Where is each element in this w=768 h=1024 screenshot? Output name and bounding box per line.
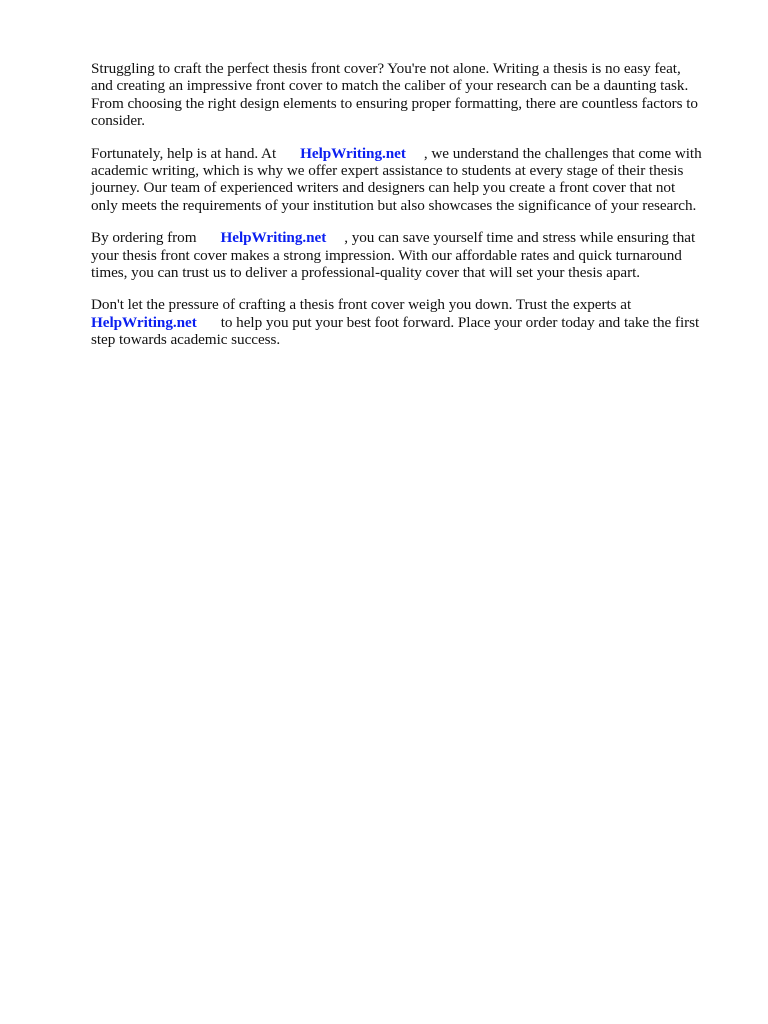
- text-segment: , we understand the challenges that come with: [423, 144, 702, 162]
- paragraph-intro: [91, 60, 731, 130]
- helpwriting-link[interactable]: HelpWriting.net: [300, 144, 406, 162]
- helpwriting-link[interactable]: HelpWriting.net: [91, 313, 197, 331]
- text-segment: By ordering from: [91, 229, 197, 247]
- text-line: Struggling to craft the perfect thesis front cover? You're not alone. Writing a thesis is no easy feat,: [91, 60, 681, 77]
- text-line: only meets the requirements of your institution but also showcases the significance of your research.: [91, 196, 697, 214]
- text-line: times, you can trust us to deliver a professional-quality cover that will set your thesis apart.: [91, 264, 640, 282]
- text-line: Don't let the pressure of crafting a thesis front cover weigh you down. Trust the experts at: [91, 296, 632, 314]
- text-line: and creating an impressive front cover to match the caliber of your research can be a daunting task.: [91, 77, 689, 95]
- paragraph-fortunately: [91, 145, 731, 215]
- text-line: From choosing the right design elements to ensuring proper formatting, there are countless factors to: [91, 94, 698, 112]
- helpwriting-link[interactable]: HelpWriting.net: [220, 229, 327, 247]
- text-segment: Fortunately, help is at hand. At: [91, 144, 277, 162]
- paragraph-ordering: [91, 229, 731, 281]
- text-line: [91, 314, 731, 331]
- text-segment: , you can save yourself time and stress while ensuring that: [344, 229, 696, 247]
- text-segment: to help you put your best foot forward. Place your order today and take the first: [220, 313, 700, 331]
- text-line: consider.: [91, 112, 145, 130]
- text-line: [91, 229, 731, 246]
- text-line: academic writing, which is why we offer expert assistance to students at every stage of their thesis: [91, 162, 684, 180]
- text-line: journey. Our team of experienced writers and designers can help you create a front cover that not: [91, 179, 676, 197]
- document-page: [91, 60, 731, 364]
- paragraph-closing: [91, 296, 731, 348]
- text-line: your thesis front cover makes a strong impression. With our affordable rates and quick turnaround: [91, 246, 682, 264]
- text-line: step towards academic success.: [91, 331, 281, 349]
- text-line: [91, 145, 731, 162]
